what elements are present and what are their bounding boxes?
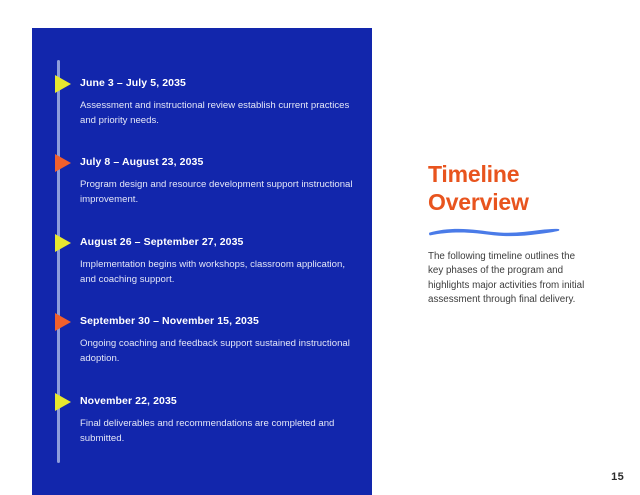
page-title-line-2: Overview <box>428 189 529 215</box>
timeline-entry-description: Implementation begins with workshops, classroom application, and coaching support. <box>80 259 346 285</box>
timeline-entry-date: August 26 – September 27, 2035 <box>80 236 244 248</box>
timeline-entry-list <box>32 28 372 495</box>
timeline-entry-description: Final deliverables and recommendations are completed and submitted. <box>80 418 335 444</box>
overview-section <box>428 160 608 308</box>
timeline-entry-description: Ongoing coaching and feedback support sustained instructional adoption. <box>80 338 350 364</box>
timeline-entry-description: Program design and resource development support instructional improvement. <box>80 179 353 205</box>
timeline-entry-date: July 8 – August 23, 2035 <box>80 156 204 168</box>
timeline-marker-icon <box>55 154 71 172</box>
page-title-line-1: Timeline <box>428 161 520 187</box>
timeline-entry-date: November 22, 2035 <box>80 395 177 407</box>
brush-underline-icon <box>428 224 560 238</box>
timeline-marker-icon <box>55 313 71 331</box>
timeline-entry-date: September 30 – November 15, 2035 <box>80 315 259 327</box>
timeline-entry-description: Assessment and instructional review establish current practices and priority needs. <box>80 100 350 126</box>
timeline-marker-icon <box>55 393 71 411</box>
page-title <box>428 160 608 216</box>
page-number: 15 <box>611 471 624 483</box>
timeline-marker-icon <box>55 234 71 252</box>
overview-paragraph: The following timeline outlines the key phases of the program and highlights major activities from initial assessment through final delivery. <box>428 251 585 306</box>
timeline-entry-date: June 3 – July 5, 2035 <box>80 77 186 89</box>
timeline-marker-icon <box>55 75 71 93</box>
